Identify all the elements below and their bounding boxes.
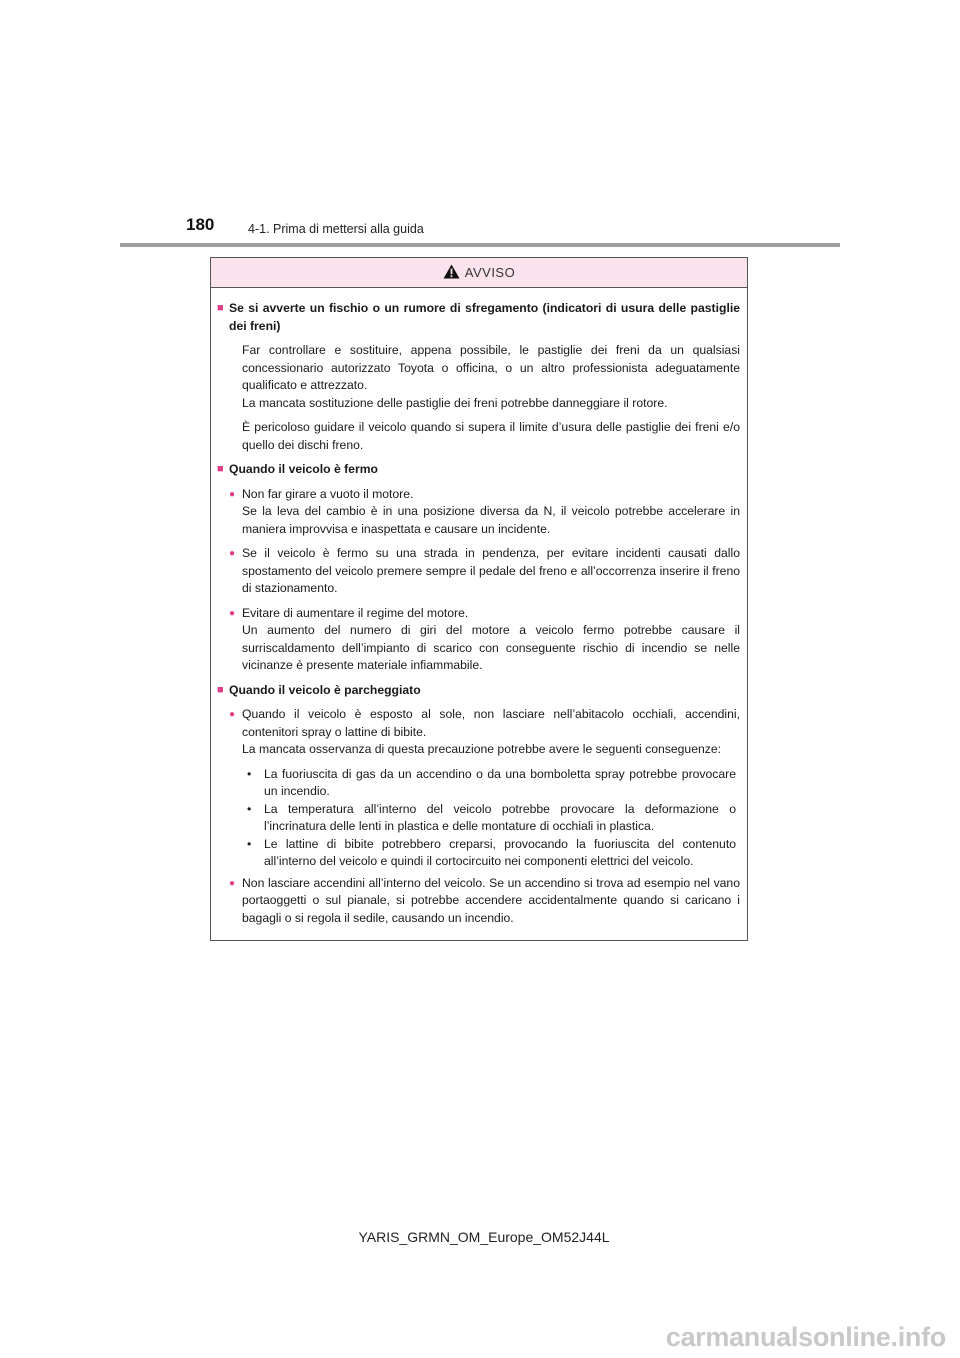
bullet-text: Non lasciare accendini all’interno del veicolo. Se un accendino si trova ad esempio nel vano portaoggetti o sul pianale, si potrebbe accendere accidentalmente quando si caricano i bagagli o si regola il sedile, causando un incendio. (242, 875, 740, 925)
header-rule (120, 243, 840, 247)
warning-triangle-icon (443, 266, 460, 279)
list-item (229, 706, 740, 759)
section-heading-parked (217, 682, 740, 700)
sub-bullet-icon: • (247, 836, 252, 851)
dot-bullet-icon: ● (229, 488, 236, 500)
square-bullet-icon: ■ (217, 302, 224, 314)
warning-title: AVVISO (464, 265, 516, 280)
bullet-text: Evitare di aumentare il regime del motore. (242, 605, 469, 620)
section-heading-brake-pads (217, 300, 740, 335)
list-item (229, 875, 740, 928)
watermark: carmanualsonline.info (665, 1322, 946, 1352)
paragraph: La mancata sostituzione delle pastiglie dei freni potrebbe danneggiare il rotore. (242, 395, 668, 410)
list-item (229, 605, 740, 675)
sub-bullet-text: La fuoriuscita di gas da un accendino o da una bomboletta spray potrebbe provocare un incendio. (264, 766, 736, 798)
bullet-text: Quando il veicolo è esposto al sole, non lasciare nell’abitacolo occhiali, accendini, contenitori spray o lattine di bibite. (242, 707, 740, 739)
dot-bullet-icon: ● (229, 877, 236, 889)
section-heading-text: Se si avverte un fischio o un rumore di sfregamento (indicatori di usura delle pastiglie dei freni) (229, 301, 740, 333)
bullet-text: Se il veicolo è fermo su una strada in pendenza, per evitare incidenti causati dallo spostamento del veicolo premere sempre il pedale del freno e all’occorrenza inserire il freno di stazionamento. (242, 546, 740, 595)
square-bullet-icon: ■ (217, 683, 224, 696)
list-item (229, 486, 740, 539)
section-heading-text: Quando il veicolo è parcheggiato (229, 682, 421, 697)
sub-bullet-icon: • (247, 801, 252, 816)
warning-box (210, 257, 748, 941)
paragraph: È pericoloso guidare il veicolo quando si supera il limite d’usura delle pastiglie dei freni e/o quello dei dischi freno. (242, 420, 740, 452)
square-bullet-icon: ■ (217, 463, 224, 475)
dot-bullet-icon: ● (229, 548, 236, 559)
sub-bullet-icon: • (247, 766, 252, 781)
sub-bullet-text: Le lattine di bibite potrebbero creparsi, provocando la fuoriuscita del contenuto all’interno del veicolo e quindi il cortocircuito nei componenti elettrici del veicolo. (264, 836, 736, 868)
section-title: 4-1. Prima di mettersi alla guida (248, 222, 424, 236)
section-heading-text: Quando il veicolo è fermo (229, 462, 378, 476)
warning-header (211, 258, 747, 288)
sub-list-item (247, 801, 736, 836)
sub-list-item (247, 766, 736, 801)
sub-list-item (247, 836, 736, 871)
page-number: 180 (186, 215, 215, 234)
list-item (229, 545, 740, 598)
dot-bullet-icon: ● (229, 607, 236, 619)
warning-body (211, 288, 747, 927)
bullet-text: Non far girare a vuoto il motore. (242, 486, 414, 501)
document-code: YARIS_GRMN_OM_Europe_OM52J44L (358, 1229, 610, 1245)
sub-bullet-text: La temperatura all’interno del veicolo potrebbe provocare la deformazione o l’incrinatura delle lenti in plastica e delle montature di occhiali in plastica. (264, 801, 736, 833)
dot-bullet-icon: ● (229, 709, 236, 720)
bullet-text: Un aumento del numero di giri del motore a veicolo fermo potrebbe causare il surriscaldamento dell’impianto di scarico con conseguente rischio di incendio se nelle vicinanze è presente materiale infiammabile. (242, 623, 740, 672)
section-heading-stopped (217, 461, 740, 479)
paragraph: Far controllare e sostituire, appena possibile, le pastiglie dei freni da un qualsiasi concessionario autorizzato Toyota o officina, o un altro professionista adeguatamente qualificato e attrezzato. (242, 343, 740, 392)
bullet-text: La mancata osservanza di questa precauzione potrebbe avere le seguenti conseguenze: (242, 742, 722, 756)
bullet-text: Se la leva del cambio è in una posizione diversa da N, il veicolo potrebbe accelerare in maniera improvvisa e inaspettata e causare un incidente. (242, 504, 740, 536)
